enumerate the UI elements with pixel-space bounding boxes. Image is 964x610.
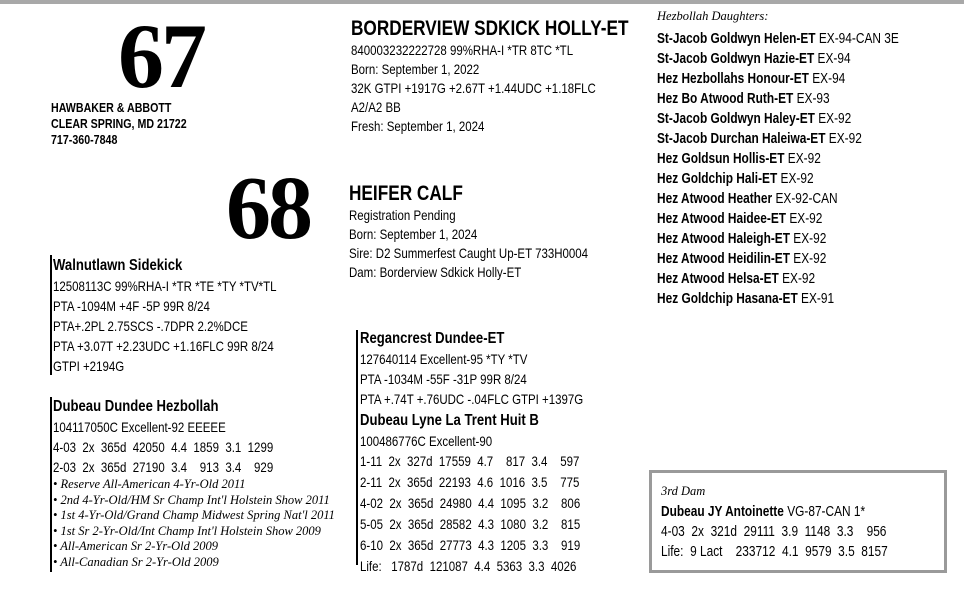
third-dam-content [661,502,938,562]
daughter-name: Hez Atwood Haidee-ET [657,211,787,227]
lot-number-68: 68 [226,159,310,258]
daughter-name: St-Jacob Durchan Haleiwa-ET [657,131,826,147]
calf-name: HEIFER CALF [349,182,463,205]
daughter-item [657,109,899,129]
mgs-name: Regancrest Dundee-ET [360,330,505,347]
sire-block [53,256,326,376]
daughter-item [657,269,899,289]
granddam-record: 5-05 2x 365d 28582 4.3 1080 3.2 815 [360,516,581,532]
cow-genomics: 32K GTPI +1917G +2.67T +1.44UDC +1.18FLC [351,80,596,96]
granddam-record: 2-11 2x 365d 22193 4.6 1016 3.5 775 [360,474,580,490]
daughter-score: EX-92 [782,271,816,287]
daughter-name: Hez Goldchip Hali-ET [657,171,778,187]
cow-born: Born: September 1, 2022 [351,61,480,77]
daughter-name: St-Jacob Goldwyn Helen-ET [657,31,816,47]
granddam-name: Dubeau Lyne La Trent Huit B [360,412,539,429]
sire-line: PTA -1094M +4F -5P 99R 8/24 [53,298,210,314]
cow-fresh: Fresh: September 1, 2024 [351,118,485,134]
dam-name: Dubeau Dundee Hezbollah [53,398,219,415]
third-dam-label: 3rd Dam [661,484,706,498]
daughter-score: EX-94 [817,51,851,67]
dam-honor: • All-Canadian Sr 2-Yr-Old 2009 [53,554,219,569]
sire-line: 12508113C 99%RHA-I *TR *TE *TY *TV*TL [53,278,277,294]
daughter-score: EX-94-CAN 3E [818,31,899,47]
granddam-record: 6-10 2x 365d 27773 4.3 1205 3.3 919 [360,537,581,553]
dam-registration: 104117050C Excellent-92 EEEEE [53,419,226,435]
daughter-name: Hez Atwood Heather [657,191,773,207]
granddam-record: 1-11 2x 327d 17559 4.7 817 3.4 597 [360,453,580,469]
daughters-list [657,29,952,309]
daughter-name: Hez Atwood Helsa-ET [657,271,779,287]
pedigree-line-dam [50,397,52,572]
pedigree-line-sire [50,255,52,375]
third-dam-name: Dubeau JY Antoinette [661,504,784,520]
third-dam-box [649,470,947,573]
granddam-record: 4-02 2x 365d 24980 4.4 1095 3.2 806 [360,495,581,511]
mgs-block [360,329,632,409]
dam-record: 4-03 2x 365d 42050 4.4 1859 3.1 1299 [53,439,274,455]
daughter-score: EX-94 [812,71,846,87]
third-dam-score: VG-87-CAN 1* [787,504,866,520]
calf-born: Born: September 1, 2024 [349,226,478,242]
daughter-name: Hez Hezbollahs Honour-ET [657,71,809,87]
consignor-name: HAWBAKER & ABBOTT [51,100,172,115]
sire-line: PTA +3.07T +2.23UDC +1.16FLC 99R 8/24 [53,338,274,354]
daughter-score: EX-92 [787,151,821,167]
consignor-location: CLEAR SPRING, MD 21722 [51,116,187,131]
dam-honor: • 1st 4-Yr-Old/Grand Champ Midwest Spring Nat'l 2011 [53,508,335,522]
granddam-life-record: Life: 1787d 121087 4.4 5363 3.3 4026 [360,558,577,574]
consignor-phone: 717-360-7848 [51,132,118,147]
calf-sire: Sire: D2 Summerfest Caught Up-ET 733H0004 [349,245,589,261]
cow-name: BORDERVIEW SDKICK HOLLY-ET [351,17,629,40]
daughter-item [657,29,899,49]
daughter-name: St-Jacob Goldwyn Hazie-ET [657,51,815,67]
dam-honor: • Reserve All-American 4-Yr-Old 2011 [53,477,246,491]
daughter-name: Hez Atwood Heidilin-ET [657,251,790,267]
dam-record: 2-03 2x 365d 27190 3.4 913 3.4 929 [53,459,274,475]
mgs-line: PTA -1034M -55F -31P 99R 8/24 [360,371,527,387]
daughter-score: EX-92 [828,131,862,147]
daughter-score: EX-92 [789,211,823,227]
dam-honor: • 2nd 4-Yr-Old/HM Sr Champ Int'l Holstein Show 2011 [53,492,330,507]
dam-honor: • 1st Sr 2-Yr-Old/Int Champ Int'l Holstein Show 2009 [53,523,321,538]
mgs-line: PTA +.74T +.76UDC -.04FLC GTPI +1397G [360,391,584,407]
dam-honor: • All-American Sr 2-Yr-Old 2009 [53,539,218,553]
daughter-score: EX-92-CAN [775,191,838,207]
daughter-name: Hez Atwood Haleigh-ET [657,231,790,247]
consignor-block [51,100,216,148]
third-dam-record: 4-03 2x 321d 29111 3.9 1148 3.3 956 [661,524,887,540]
cow-beta: A2/A2 BB [351,99,401,115]
lot-number-67: 67 [118,5,204,107]
calf-block [349,182,641,282]
dam-honors [53,477,335,570]
granddam-registration: 100486776C Excellent-90 [360,433,493,449]
granddam-block [360,411,629,577]
sire-line: PTA+.2PL 2.75SCS -.7DPR 2.2%DCE [53,318,248,334]
daughter-item [657,149,899,169]
daughter-item [657,89,899,109]
daughter-item [657,189,899,209]
daughter-item [657,129,899,149]
calf-dam: Dam: Borderview Sdkick Holly-ET [349,264,522,280]
daughter-item [657,209,899,229]
daughter-item [657,249,899,269]
daughter-name: Hez Bo Atwood Ruth-ET [657,91,794,107]
daughter-score: EX-92 [793,231,827,247]
dam-block [53,397,322,477]
mgs-line: 127640114 Excellent-95 *TY *TV [360,351,528,367]
daughter-item [657,69,899,89]
cow-block [351,17,689,136]
daughter-score: EX-92 [780,171,814,187]
pedigree-line-mgs [356,330,358,565]
daughter-score: EX-93 [796,91,830,107]
daughter-name: St-Jacob Goldwyn Haley-ET [657,111,815,127]
daughter-name: Hez Goldsun Hollis-ET [657,151,785,167]
daughter-item [657,169,899,189]
third-dam-life: Life: 9 Lact 233712 4.1 9579 3.5 8157 [661,544,888,560]
daughter-item [657,229,899,249]
cow-registration: 840003232222728 99%RHA-I *TR 8TC *TL [351,42,574,58]
daughter-score: EX-92 [818,111,852,127]
daughter-item [657,49,899,69]
daughters-heading: Hezbollah Daughters: [657,9,769,23]
sire-line: GTPI +2194G [53,358,125,374]
top-border [0,0,964,4]
daughter-name: Hez Goldchip Hasana-ET [657,291,798,307]
calf-registration: Registration Pending [349,207,456,223]
sire-name: Walnutlawn Sidekick [53,257,183,274]
daughter-score: EX-92 [793,251,827,267]
third-dam-title [661,502,888,522]
daughter-score: EX-91 [801,291,835,307]
daughter-item [657,289,899,309]
